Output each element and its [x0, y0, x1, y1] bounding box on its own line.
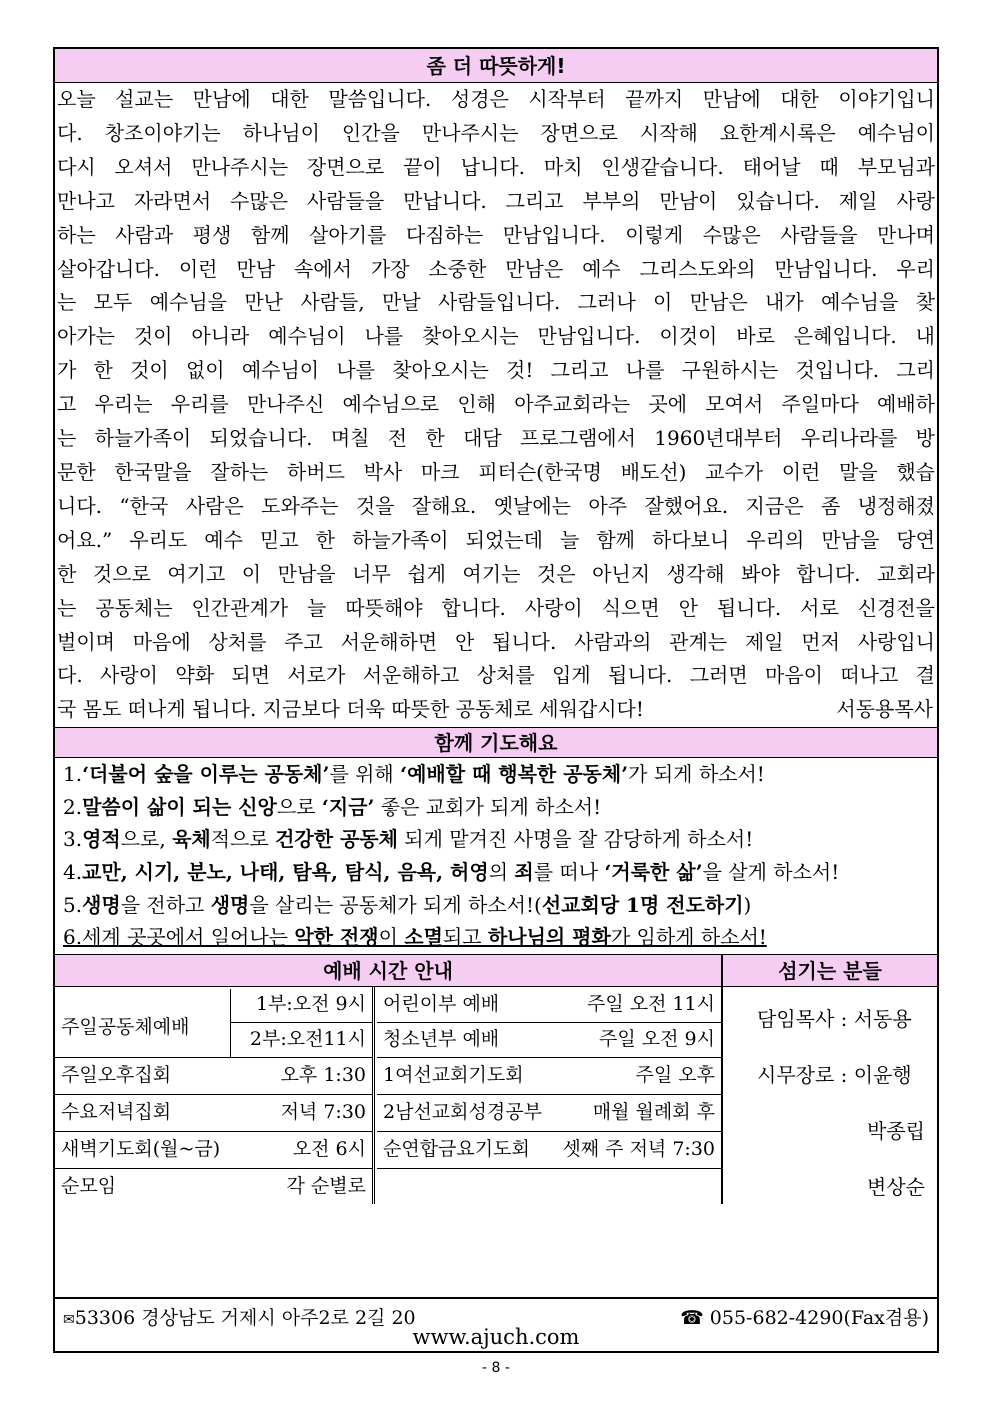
schedule-row: 2남선교회성경공부 매월 월례회 후: [383, 1100, 715, 1123]
prayer-item: 5.생명을 전하고 생명을 살리는 공동체가 되게 하소서!(선교회당 1명 전도하기): [63, 892, 752, 917]
sermon-line: 는 공동체는 인간관계가 늘 따뜻해야 합니다. 사랑이 식으면 안 됩니다. 서로 신경전을: [57, 595, 935, 620]
staff-elder: 시무장로 : 이윤행: [757, 1062, 912, 1087]
prayer-item: 3.영적으로, 육체적으로 건강한 공동체 되게 맡겨진 사명을 잘 감당하게 하소서!: [63, 827, 754, 852]
prayer-list: [55, 758, 937, 955]
prayer-item: 4.교만, 시기, 분노, 나태, 탐욕, 탐식, 음욕, 허영의 죄를 떠나 ‘거룩한 삶’을 살게 하소서!: [63, 860, 840, 884]
schedule-row: 순모임 각 순별로: [61, 1174, 366, 1197]
schedule-sunday-1: 1부:오전 9시: [255, 992, 366, 1015]
sermon-line: 한 것으로 여기고 이 만남을 너무 쉽게 여기는 것은 아닌지 생각해 봐야 합니다. 교회라: [57, 561, 935, 586]
page-frame: [53, 47, 939, 1353]
sermon-line: 아가는 것이 아니라 예수님이 나를 찾아오시는 만남입니다. 이것이 바로 은혜입니다. 내: [57, 324, 935, 349]
website[interactable]: www.ajuch.com: [412, 1325, 580, 1349]
staff-elder: 변상순: [867, 1174, 925, 1199]
sermon-line: 문한 한국말을 잘하는 하버드 박사 마크 피터슨(한국명 배도선) 교수가 이런 말을 했습: [57, 459, 935, 484]
schedule-row: 주일오후집회 오후 1:30: [61, 1063, 366, 1086]
schedule-row: 1여선교회기도회 주일 오후: [383, 1063, 715, 1086]
prayer-item: 2.말씀이 삶이 되는 신앙으로 ‘지금’ 좋은 교회가 되게 하소서!: [63, 794, 602, 819]
staff-elder: 박종립: [867, 1118, 925, 1143]
schedule-sunday-2: 2부:오전11시: [249, 1027, 366, 1050]
page-number: - 8 -: [482, 1360, 510, 1376]
schedule-title: 예배 시간 안내: [55, 955, 721, 987]
divider: [377, 1168, 721, 1169]
sermon-line: 오늘 설교는 만남에 대한 말씀입니다. 성경은 시작부터 끝까지 만남에 대한 이야기입니: [57, 87, 935, 111]
sermon-line: 살아갑니다. 이런 만남 속에서 가장 소중한 만남은 예수 그리스도와의 만남입니다. 우리: [57, 256, 935, 281]
sermon-line: 국 몸도 떠나게 됩니다. 지금보다 더욱 따뜻한 공동체로 세워갑시다!: [57, 697, 644, 722]
divider: [721, 955, 723, 1204]
divider: [372, 987, 375, 1204]
mail-icon: ✉: [63, 1312, 75, 1328]
sermon-line: 어요.” 우리도 예수 믿고 한 하늘가족이 되었는데 늘 함께 하다보니 우리의 만남을 당연: [57, 527, 935, 552]
prayer-title: 함께 기도해요: [55, 728, 937, 758]
sermon-line: 는 하늘가족이 되었습니다. 며칠 전 한 대담 프로그램에서 1960년대부터 우리나라를 방: [57, 426, 935, 451]
sermon-line: 가 한 것이 없이 예수님이 나를 찾아오시는 것! 그리고 나를 구원하시는 것입니다. 그리: [57, 358, 935, 383]
schedule-row: 순연합금요기도회 셋째 주 저녁 7:30: [383, 1137, 715, 1160]
footer: [55, 1297, 937, 1351]
sermon-line: 다. 사랑이 약화 되면 서로가 서운해하고 상처를 입게 됩니다. 그러면 마음이 떠나고 결: [57, 663, 935, 688]
phone-icon: ☎: [680, 1307, 710, 1329]
sermon-title: 좀 더 따뜻하게!: [55, 49, 937, 83]
sermon-line: 다시 오셔서 만나주시는 장면으로 끝이 납니다. 마치 인생같습니다. 태어날 때 부모님과: [57, 154, 935, 179]
schedule-sunday-label: 주일공동체예배: [61, 1015, 190, 1038]
sermon-last-line: [55, 693, 937, 728]
sermon-line: 는 모두 예수님을 만난 사람들, 만날 사람들입니다. 그러나 이 만남은 내가 예수님을 찾: [57, 290, 935, 315]
staff-title: 섬기는 분들: [721, 955, 937, 987]
sermon-line: 벌이며 마음에 상처를 주고 서운해하면 안 됩니다. 사람과의 관계는 제일 먼저 사랑입니: [57, 629, 935, 654]
sermon-line: 고 우리는 우리를 만나주신 예수님으로 인해 아주교회라는 곳에 모여서 주일마다 예배하: [57, 392, 935, 417]
staff-pastor: 담임목사 : 서동용: [757, 1006, 912, 1031]
prayer-item: 1.‘더불어 숲을 이루는 공동체’를 위해 ‘예배할 때 행복한 공동체’가 되게 하소서!: [63, 762, 765, 787]
prayer-item: 6.세계 곳곳에서 일어나는 악한 전쟁이 소멸되고 하나님의 평화가 임하게 하소서!: [63, 925, 767, 950]
schedule-row: 새벽기도회(월~금) 오전 6시: [61, 1137, 366, 1160]
schedule-row: 수요저녁집회 저녁 7:30: [61, 1100, 366, 1123]
sermon-line: 하는 사람과 평생 함께 살아기를 다짐하는 만남입니다. 이렇게 수많은 사람들을 만나며: [57, 222, 935, 247]
address: 53306 경상남도 거제시 아주2로 2길 20: [74, 1307, 416, 1329]
schedule-section: [55, 955, 937, 1204]
schedule-row: 청소년부 예배 주일 오전 9시: [383, 1027, 715, 1050]
schedule-row: 어린이부 예배 주일 오전 11시: [383, 992, 715, 1015]
phone: 055-682-4290(Fax겸용): [709, 1307, 929, 1329]
sermon-line: 만나고 자라면서 수많은 사람들을 만납니다. 그리고 부부의 만남이 있습니다. 제일 사랑: [57, 188, 935, 213]
sermon-author: 서동용목사: [836, 697, 933, 722]
sermon-line: 니다. “한국 사람은 도와주는 것을 잘해요. 옛날에는 아주 잘했어요. 지금은 좀 냉정해졌: [57, 493, 935, 518]
sermon-body: [55, 83, 937, 728]
sermon-line: 다. 창조이야기는 하나님이 인간을 만나주시는 장면으로 시작해 요한계시록은 예수님이: [57, 120, 935, 145]
